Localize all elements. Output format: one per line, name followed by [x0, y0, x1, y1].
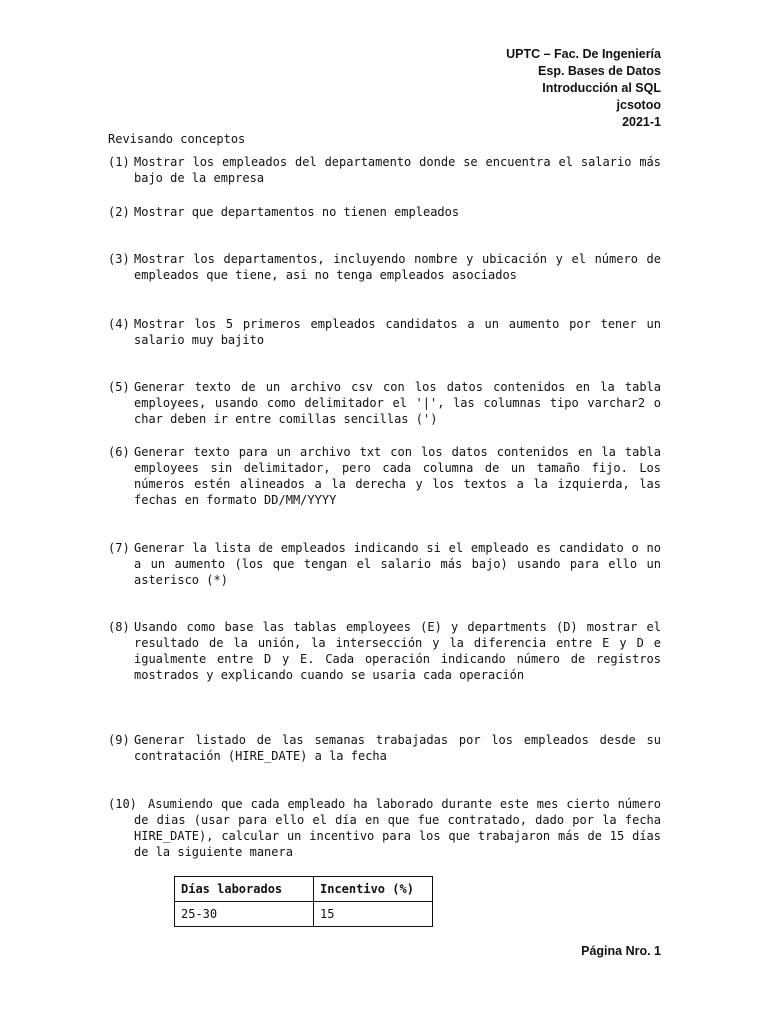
page-number: Página Nro. 1	[581, 944, 661, 958]
item-number: (10)	[108, 797, 137, 811]
item-text: Asumiendo que cada empleado ha laborado durante este mes cierto número de dias (usar para ello el día en que fue contratado, dado por la fecha HIRE_DATE), calcular un incentivo para los que trabajaron más de 15 días de la siguiente manera	[134, 797, 661, 859]
item-number: (1)	[108, 155, 130, 169]
exercise-item	[108, 379, 661, 427]
item-text: Generar texto de un archivo csv con los datos contenidos en la tabla employees, usando como delimitador el '|', las columnas tipo varchar2 o char deben ir entre comillas sencillas (')	[134, 380, 661, 426]
item-text: Mostrar los departamentos, incluyendo nombre y ubicación y el número de empleados que tiene, asi no tenga empleados asociados	[134, 252, 661, 282]
item-text: Usando como base las tablas employees (E) y departments (D) mostrar el resultado de la unión, la intersección y la diferencia entre E y D e igualmente entre D y E. Cada operación indicando número de registros mostrados y explicando cuando se usaria cada operación	[134, 620, 661, 682]
item-text: Mostrar los empleados del departamento donde se encuentra el salario más bajo de la empresa	[134, 155, 661, 185]
exercise-item	[108, 251, 661, 283]
exercise-item	[108, 732, 661, 764]
exercise-item	[108, 796, 661, 860]
exercise-item	[108, 540, 661, 588]
section-title: Revisando conceptos	[108, 132, 246, 146]
item-number: (9)	[108, 733, 130, 747]
item-number: (2)	[108, 205, 130, 219]
item-number: (7)	[108, 541, 130, 555]
item-number: (3)	[108, 252, 130, 266]
table-header-row	[175, 877, 433, 902]
column-header-incentive: Incentivo (%)	[314, 877, 433, 902]
incentive-table	[174, 876, 433, 927]
header-institution: UPTC – Fac. De Ingeniería	[506, 47, 661, 61]
item-number: (8)	[108, 620, 130, 634]
exercise-item	[108, 154, 661, 186]
table-cell-incentive: 15	[314, 902, 433, 927]
item-text: Mostrar que departamentos no tienen empleados	[134, 205, 460, 219]
item-number: (5)	[108, 380, 130, 394]
item-number: (4)	[108, 317, 130, 331]
column-header-days: Días laborados	[175, 877, 314, 902]
exercise-item	[108, 204, 661, 220]
header-program: Esp. Bases de Datos	[538, 64, 661, 78]
exercise-item	[108, 444, 661, 508]
header-period: 2021-1	[622, 115, 661, 129]
exercise-item	[108, 619, 661, 683]
header-course: Introducción al SQL	[542, 81, 661, 95]
document-header	[506, 46, 661, 131]
header-author: jcsotoo	[616, 98, 661, 112]
item-text: Generar texto para un archivo txt con los datos contenidos en la tabla employees sin delimitador, pero cada columna de un tamaño fijo. Los números estén alineados a la derecha y los textos a la izquierda, las fechas en formato DD/MM/YYYY	[134, 445, 661, 507]
table-row	[175, 902, 433, 927]
item-text: Generar la lista de empleados indicando si el empleado es candidato o no a un aumento (los que tengan el salario más bajo) usando para ello un asterisco (*)	[134, 541, 661, 587]
item-text: Mostrar los 5 primeros empleados candidatos a un aumento por tener un salario muy bajito	[134, 317, 661, 347]
item-number: (6)	[108, 445, 130, 459]
item-text: Generar listado de las semanas trabajadas por los empleados desde su contratación (HIRE_DATE) a la fecha	[134, 733, 661, 763]
exercise-item	[108, 316, 661, 348]
table-cell-days: 25-30	[175, 902, 314, 927]
